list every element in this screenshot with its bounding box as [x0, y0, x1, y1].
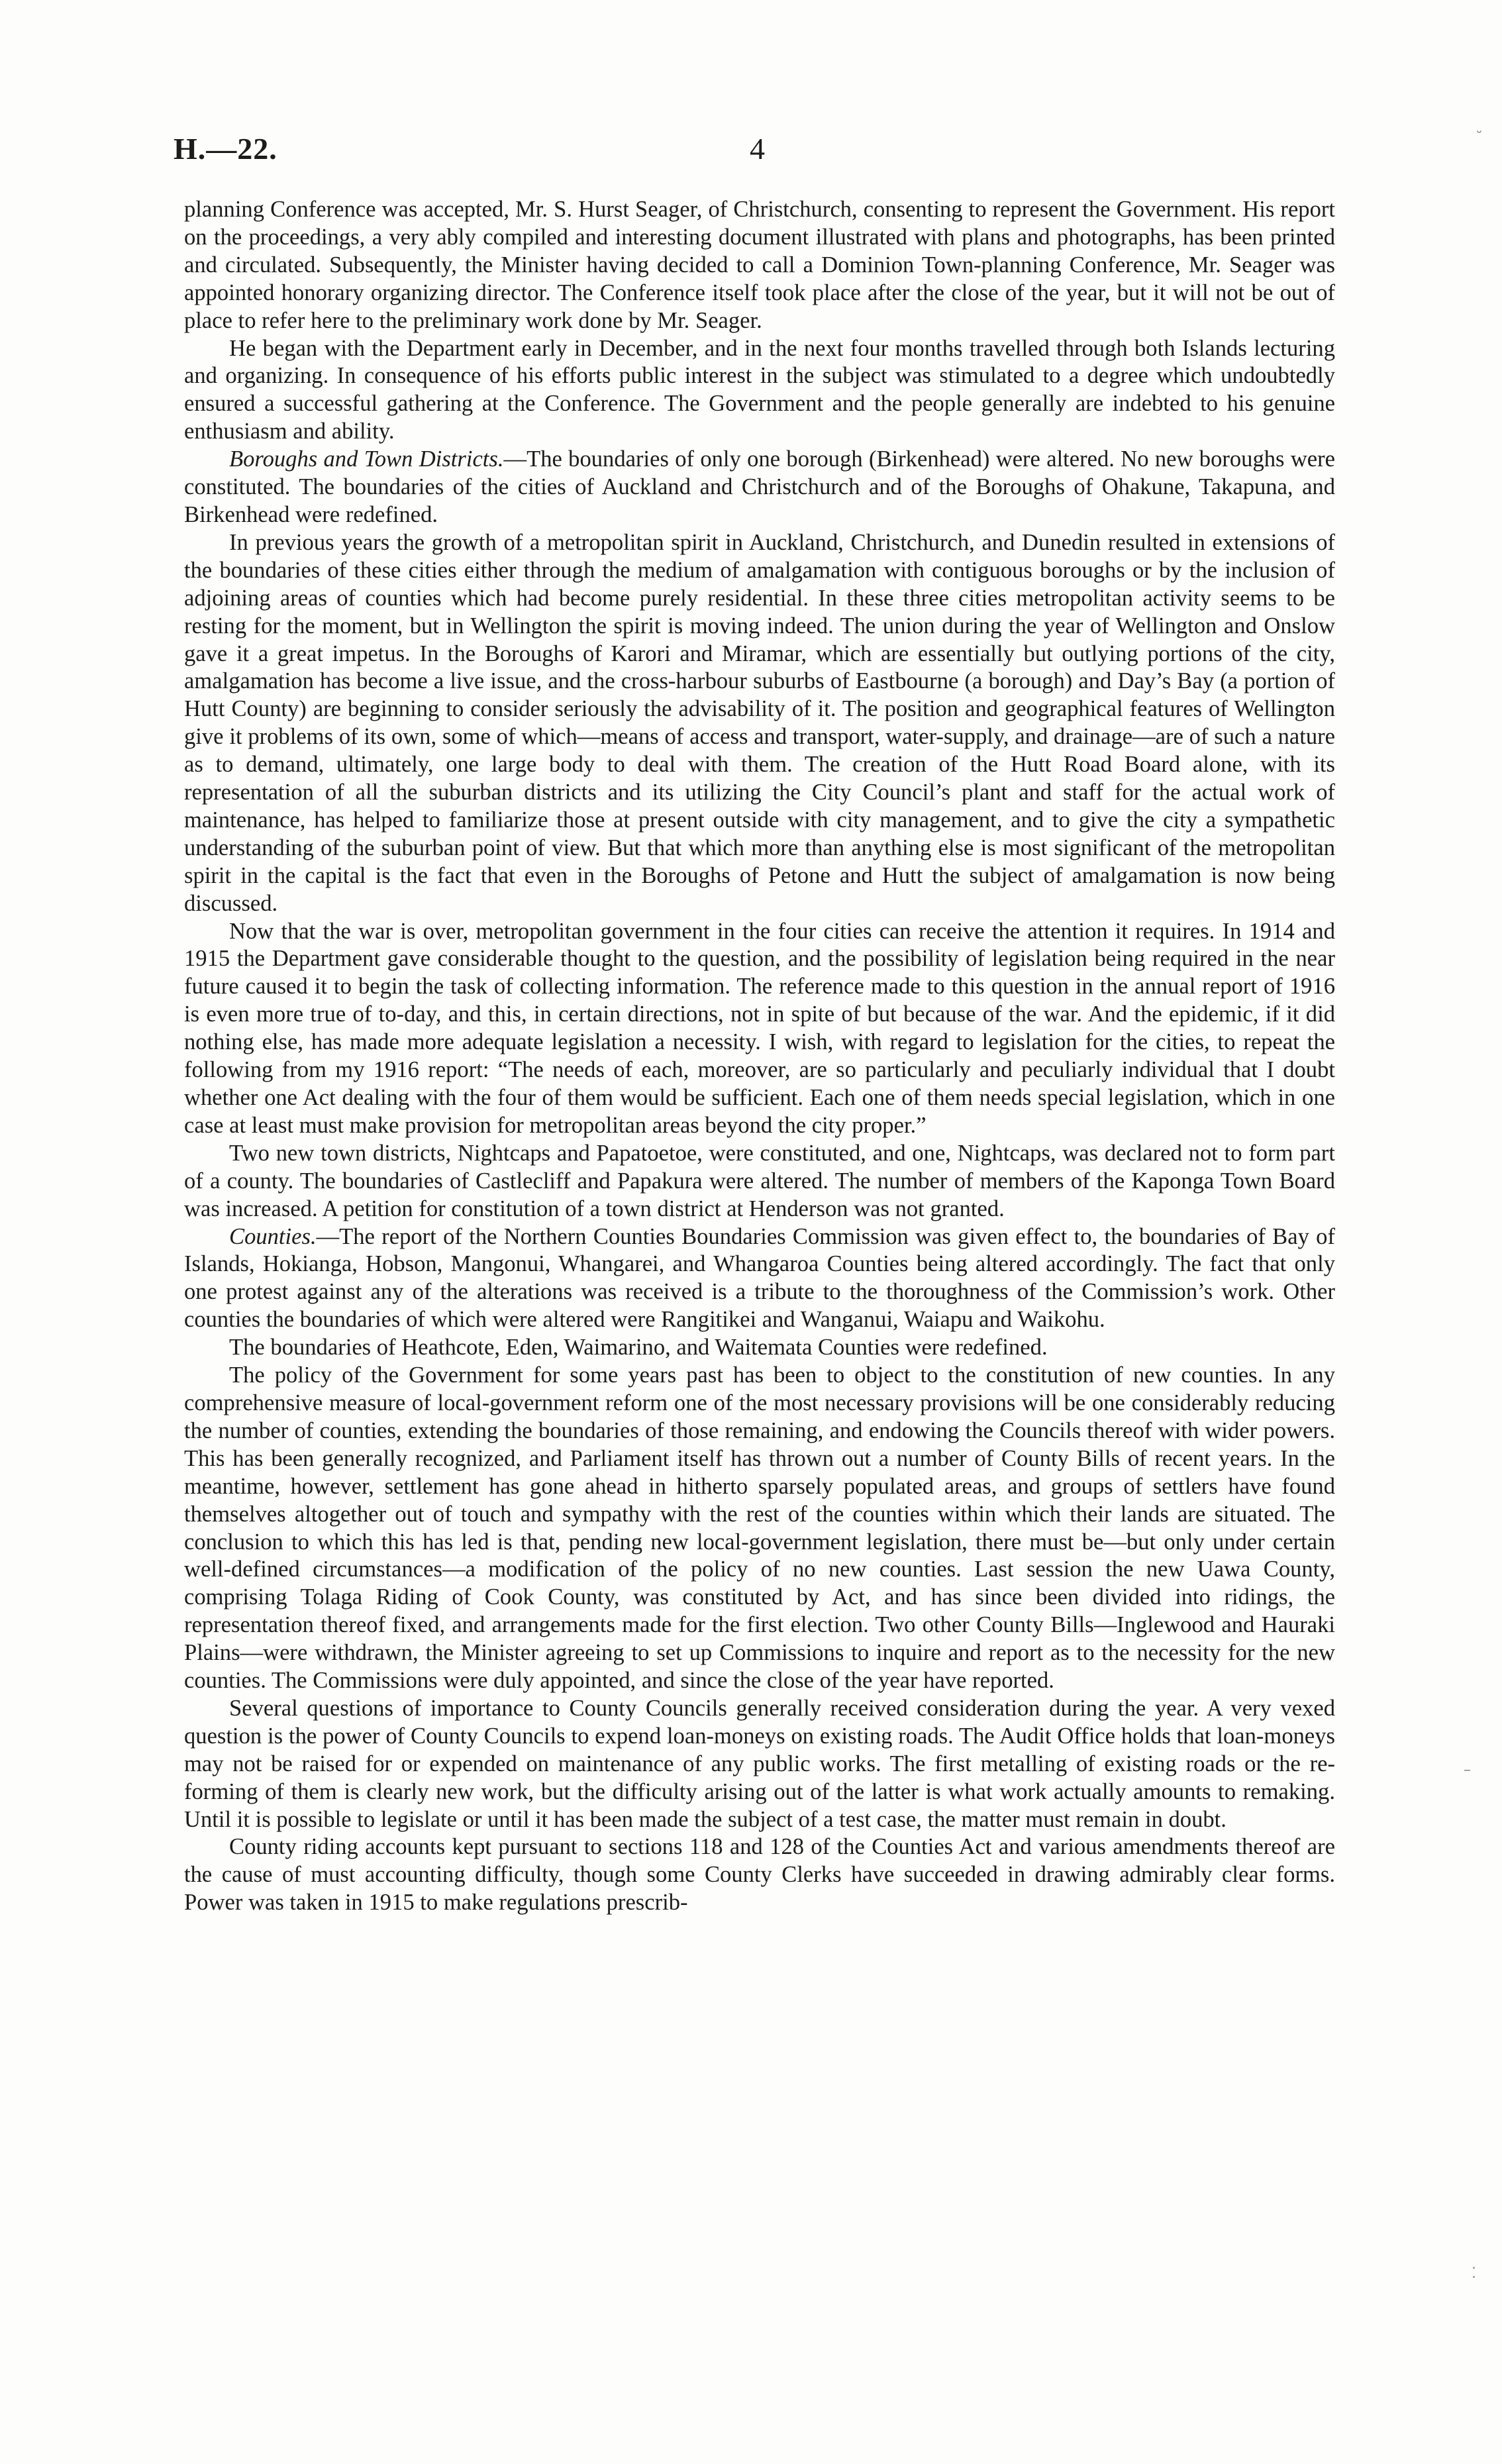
paragraph: Two new town districts, Nightcaps and Papatoetoe, were constituted, and one, Nightcaps, was declared not to form part of a county. The boundaries of Castlecliff and Papakura were altered. The number of members of the Kaponga Town Board was increased. A petition for constitution of a town district at Henderson was not granted. — [184, 1140, 1335, 1221]
body-text — [184, 196, 1335, 1917]
margin-mark: – — [1464, 1762, 1471, 1778]
page-header — [174, 131, 1352, 178]
paragraph: In previous years the growth of a metropolitan spirit in Auckland, Christchurch, and Dunedin resulted in extensions of the boundaries of these cities either through the medium of amalgamation with contiguous boroughs or by the inclusion of adjoining areas of counties which had become purely residential. In these three cities metropolitan activity seems to be resting for the moment, but in Wellington the spirit is moving indeed. The union during the year of Wellington and Onslow gave it a great impetus. In the Boroughs of Karori and Miramar, which are essentially but outlying portions of the city, amalgamation has become a live issue, and the cross-harbour suburbs of Eastbourne (a borough) and Day’s Bay (a portion of Hutt County) are beginning to consider seriously the advisability of it. The position and geographical features of Wellington give it problems of its own, some of which—means of access and transport, water-supply, and drainage—are of such a nature as to demand, ultimately, one large body to deal with them. The creation of the Hutt Road Board alone, with its representation of all the suburban districts and its utilizing the City Council’s plant and staff for the actual work of maintenance, has helped to familiarize those at present outside with city management, and to give the city a sympathetic understanding of the suburban point of view. But that which more than anything else is most significant of the metropolitan spirit in the capital is the fact that even in the Boroughs of Petone and Hutt the subject of amalgamation is now being discussed. — [184, 529, 1335, 916]
section-heading: Counties. — [229, 1223, 317, 1249]
paragraph: Several questions of importance to County Councils generally received consideration during the year. A very vexed question is the power of County Councils to expend loan-moneys on existing roads. The Audit Office holds that loan-moneys may not be raised for or expended on maintenance of any public works. The first metalling of existing roads or the re-forming of them is clearly new work, but the difficulty arising out of the latter is what work actually amounts to remaking. Until it is possible to legislate or until it has been made the subject of a test case, the matter must remain in doubt. — [184, 1695, 1335, 1832]
paragraph: Boroughs and Town Districts.—The boundaries of only one borough (Birkenhead) were altered. No new boroughs were constituted. The boundaries of the cities of Auckland and Christchurch and of the Boroughs of Ohakune, Takapuna, and Birkenhead were redefined. — [184, 446, 1335, 527]
paragraph: Counties.—The report of the Northern Counties Boundaries Commission was given effect to, the boundaries of Bay of Islands, Hokianga, Hobson, Mangonui, Whangarei, and Whangaroa Counties being altered accordingly. The fact that only one protest against any of the alterations was received is a tribute to the thoroughness of the Commission’s work. Other counties the boundaries of which were altered were Rangitikei and Wanganui, Waiapu and Waikohu. — [184, 1223, 1335, 1333]
margin-mark: ⁚ — [1472, 2265, 1476, 2282]
paragraph: County riding accounts kept pursuant to sections 118 and 128 of the Counties Act and various amendments thereof are the cause of must accounting difficulty, though some County Clerks have succeeded in drawing admirably clear forms. Power was taken in 1915 to make regulations prescrib- — [184, 1834, 1335, 1916]
paragraph: The policy of the Government for some years past has been to object to the constitution of new counties. In any comprehensive measure of local-government reform one of the most necessary provisions will be one considerably reducing the number of counties, extending the boundaries of those remaining, and endowing the Councils thereof with wider powers. This has been generally recognized, and Parliament itself has thrown out a number of County Bills of recent years. In the meantime, however, settlement has gone ahead in hitherto sparsely populated areas, and groups of settlers have found themselves altogether out of touch and sympathy with the rest of the counties within which their lands are situated. The conclusion to which this has led is that, pending new local-government legislation, there must be—but only under certain well-defined circumstances—a modification of the policy of no new counties. Last session the new Uawa County, comprising Tolaga Riding of Cook County, was constituted by Act, and has since been divided into ridings, the representation thereof fixed, and arrangements made for the first election. Two other County Bills—Inglewood and Hauraki Plains—were withdrawn, the Minister agreeing to set up Commissions to inquire and report as to the necessity for the new counties. The Commissions were duly appointed, and since the close of the year have reported. — [184, 1362, 1335, 1694]
paragraph: planning Conference was accepted, Mr. S. Hurst Seager, of Christchurch, consenting to represent the Government. His report on the proceedings, a very ably compiled and interesting document illustrated with plans and photographs, has been printed and circulated. Subsequently, the Minister having decided to call a Dominion Town-planning Conference, Mr. Seager was appointed honorary organizing director. The Conference itself took place after the close of the year, but it will not be out of place to refer here to the preliminary work done by Mr. Seager. — [184, 197, 1335, 333]
section-heading: Boroughs and Town Districts. — [229, 446, 504, 472]
paragraph: Now that the war is over, metropolitan government in the four cities can receive the attention it requires. In 1914 and 1915 the Department gave considerable thought to the question, and the possibility of legislation being required in the near future caused it to begin the task of collecting information. The reference made to this question in the annual report of 1916 is even more true of to-day, and this, in certain directions, not in spite of but because of the war. And the epidemic, if it did nothing else, has made more adequate legislation a necessity. I wish, with regard to legislation for the cities, to repeat the following from my 1916 report: “The needs of each, moreover, are so particularly and peculiarly individual that I doubt whether one Act dealing with the four of them would be sufficient. Each one of them needs special legislation, which in one case at least must make provision for metropolitan areas beyond the city proper.” — [184, 918, 1335, 1138]
document-code: H.—22. — [174, 132, 277, 166]
paragraph: He began with the Department early in December, and in the next four months travelled through both Islands lecturing and organizing. In consequence of his efforts public interest in the subject was stimulated to a degree which undoubtedly ensured a successful gathering at the Conference. The Government and the people generally are indebted to his genuine enthusiasm and ability. — [184, 335, 1335, 444]
margin-mark: ˘ — [1476, 130, 1483, 146]
paragraph: The boundaries of Heathcote, Eden, Waimarino, and Waitemata Counties were redefined. — [229, 1335, 1048, 1360]
page-number: 4 — [750, 132, 765, 166]
